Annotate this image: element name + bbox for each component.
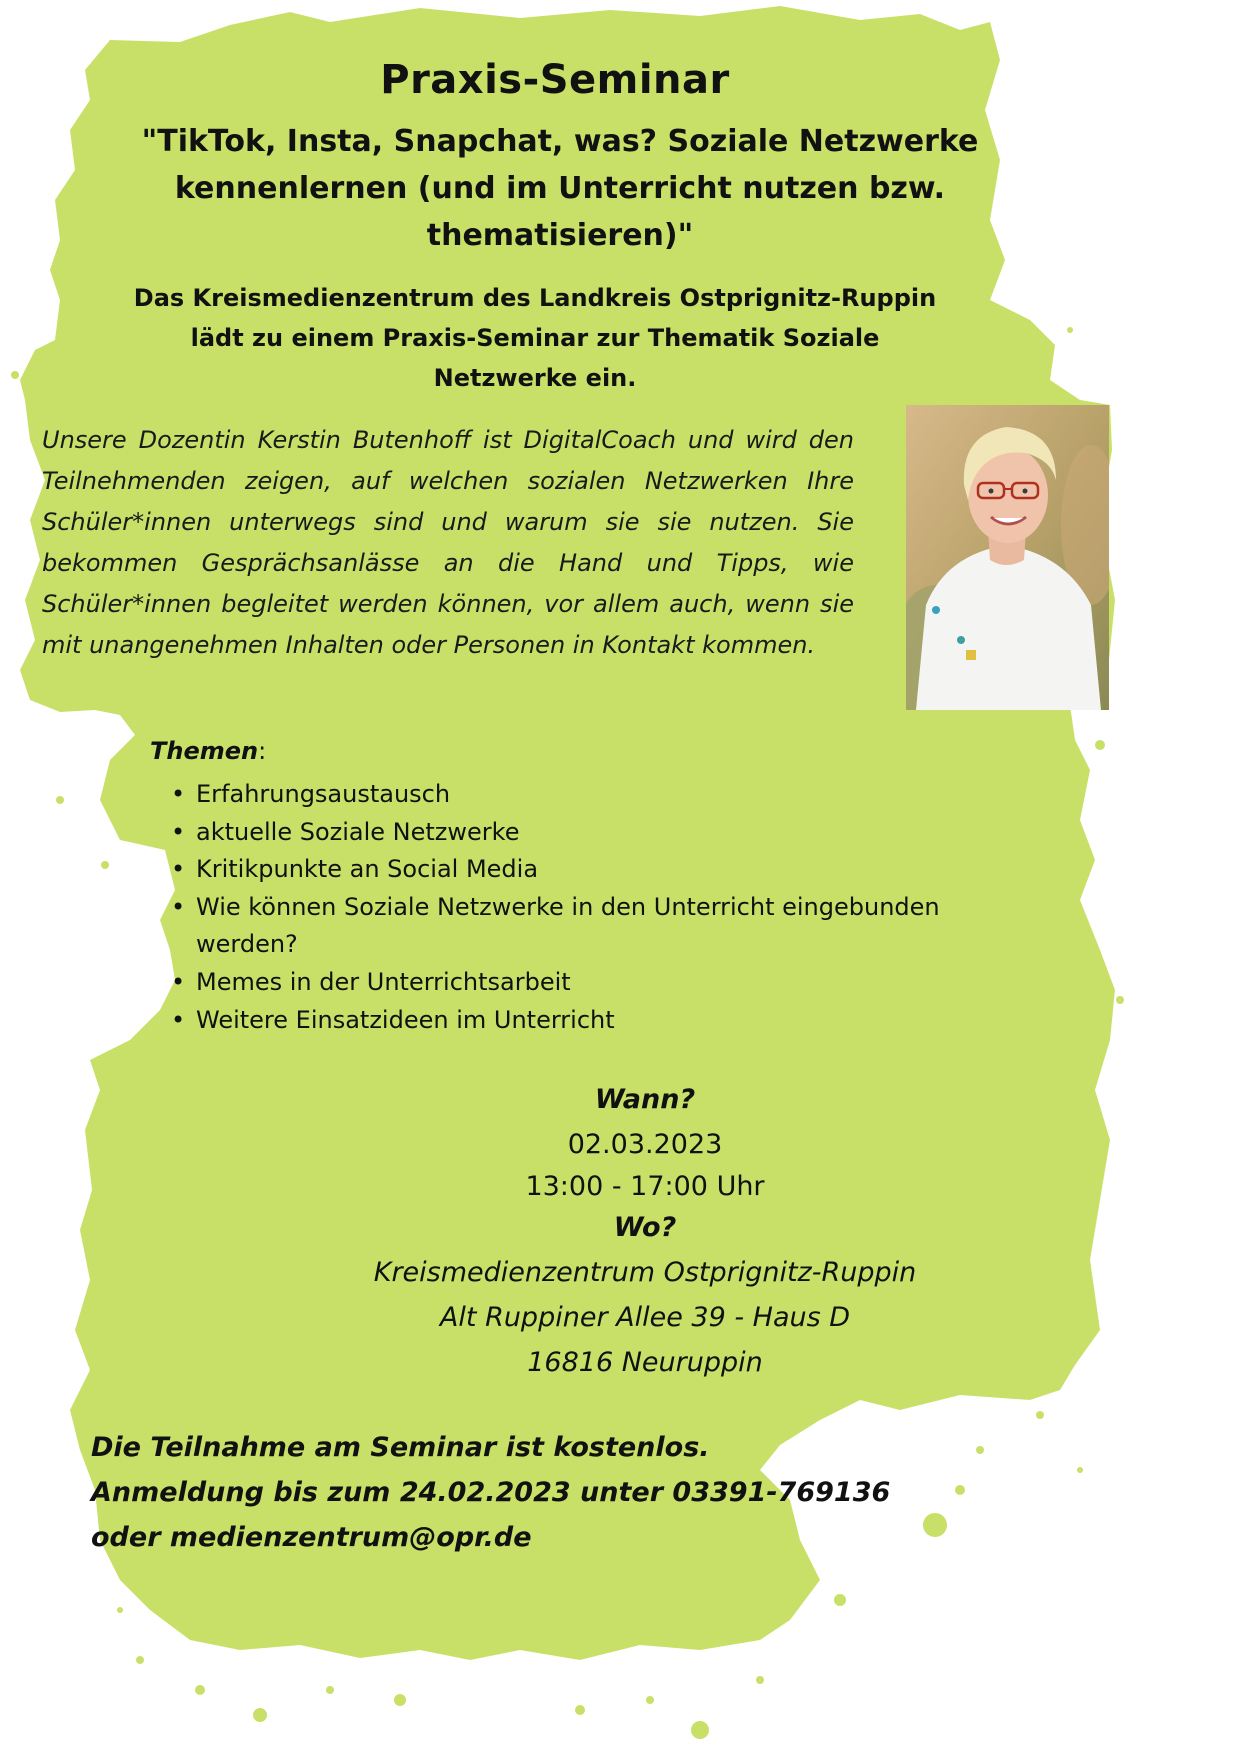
bullet-icon: • — [171, 855, 186, 884]
page-title: Praxis-Seminar — [380, 57, 730, 103]
bullet-icon: • — [171, 780, 186, 808]
list-item-text: Kritikpunkte an Social Media — [196, 855, 539, 884]
list-item-text: Wie können Soziale Netzwerke in den Unterricht eingebunden werden? — [196, 892, 940, 959]
when-heading: Wann? — [594, 1084, 696, 1115]
list-item — [171, 1002, 1041, 1040]
where-heading: Wo? — [613, 1212, 677, 1243]
list-item-text: Memes in der Unterrichtsarbeit — [196, 967, 571, 996]
footer-line: Anmeldung bis zum 24.02.2023 unter 03391-769136 — [91, 1477, 891, 1508]
subtitle-line: thematisieren)" — [426, 218, 694, 253]
footer-line: Die Teilnahme am Seminar ist kostenlos. — [91, 1432, 710, 1463]
themes-list — [171, 776, 1041, 1039]
intro-line: Netzwerke ein. — [433, 364, 637, 392]
event-date: 02.03.2023 — [567, 1129, 723, 1160]
speaker-photo — [906, 405, 1109, 710]
when-where-section — [290, 1080, 1000, 1385]
intro-line: lädt zu einem Praxis-Seminar zur Thematik Soziale — [190, 324, 880, 352]
list-item — [171, 889, 1041, 964]
bullet-icon: • — [171, 817, 186, 846]
seminar-subtitle — [70, 118, 1050, 259]
bullet-icon: • — [171, 1005, 186, 1034]
list-item — [171, 851, 1041, 889]
registration-info — [91, 1425, 991, 1560]
description-paragraph: Unsere Dozentin Kerstin Butenhoff ist DigitalCoach und wird den Teilnehmenden zeigen, auf welchen sozialen Netzwerken Ihre Schüler*innen unterwegs sind und warum sie sie nutzen. Sie bekommen Gesprächsanlässe an die Hand und Tipps, wie Schüler*innen begleitet werden können, vor allem auch, wenn sie mit unangenehmen Inhalten oder Personen in Kontakt kommen. — [42, 426, 854, 659]
bullet-icon: • — [171, 967, 186, 996]
themes-heading-label: Themen — [150, 737, 259, 765]
list-item — [171, 964, 1041, 1002]
list-item-text: aktuelle Soziale Netzwerke — [196, 817, 520, 846]
bullet-icon: • — [171, 892, 186, 921]
subtitle-line: kennenlernen (und im Unterricht nutzen bzw. — [174, 171, 946, 206]
themes-heading — [150, 737, 266, 765]
intro-text — [90, 278, 980, 398]
footer-line: oder medienzentrum@opr.de — [91, 1522, 532, 1553]
subtitle-line: "TikTok, Insta, Snapchat, was? Soziale Netzwerke — [141, 124, 979, 159]
list-item — [171, 814, 1041, 852]
list-item-text: Erfahrungsaustausch — [196, 780, 451, 808]
intro-line: Das Kreismedienzentrum des Landkreis Ostprignitz-Ruppin — [133, 284, 937, 312]
event-city: 16816 Neuruppin — [527, 1347, 763, 1378]
event-place: Kreismedienzentrum Ostprignitz-Ruppin — [373, 1257, 917, 1288]
event-street: Alt Ruppiner Allee 39 - Haus D — [439, 1302, 851, 1333]
event-time: 13:00 - 17:00 Uhr — [525, 1171, 765, 1202]
list-item — [171, 776, 1041, 814]
list-item-text: Weitere Einsatzideen im Unterricht — [196, 1005, 615, 1034]
themes-heading-colon: : — [258, 737, 267, 765]
